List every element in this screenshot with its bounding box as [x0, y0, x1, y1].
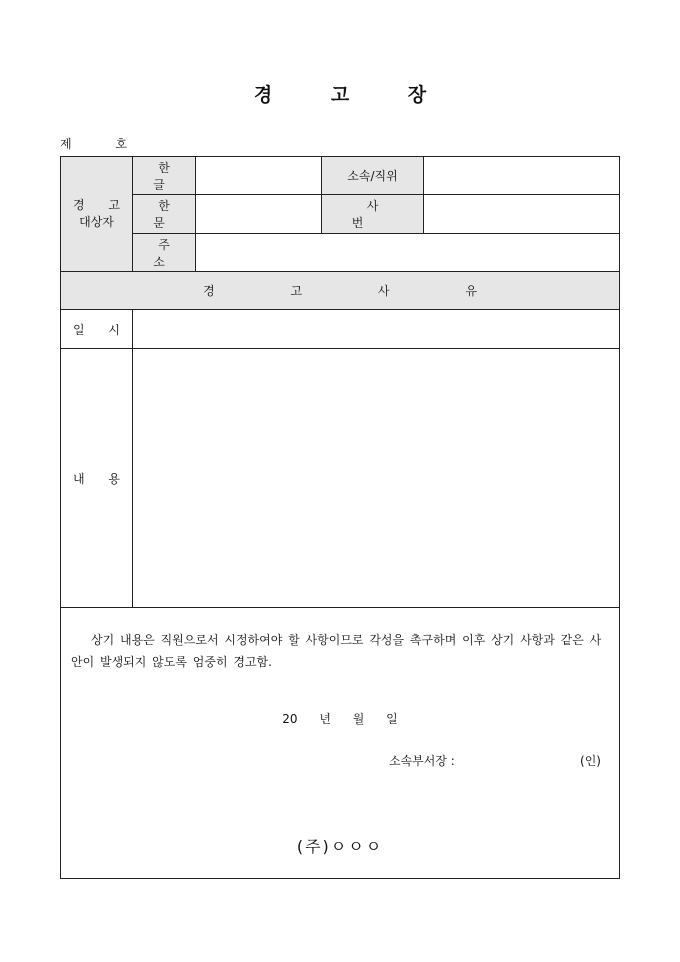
target-group-label [61, 157, 133, 272]
target-group-label-line2: 대상자 [79, 215, 114, 229]
document-title: 경 고 장 [253, 84, 453, 106]
document-number-label: 제 호 [60, 137, 147, 151]
employee-number-field[interactable] [424, 195, 619, 234]
hangul-name-field[interactable] [196, 157, 322, 195]
hanmun-name-field[interactable] [196, 195, 322, 234]
datetime-label: 일 시 [61, 310, 133, 349]
warning-statement: 상기 내용은 직원으로서 시정하여야 할 사항이므로 각성을 촉구하며 이후 상기 사항과 같은 사안이 발생되지 않도록 엄중히 경고함. [71, 633, 602, 669]
reason-header: 경 고 사 유 [61, 272, 619, 310]
content-label: 내 용 [61, 349, 133, 608]
seal-mark: (인) [580, 754, 601, 768]
address-label: 주 소 [133, 234, 196, 272]
hangul-name-label: 한 글 [133, 157, 196, 195]
content-field[interactable] [133, 349, 619, 608]
company-name: (주)ㅇㅇㅇ [296, 837, 384, 856]
hanmun-name-label: 한 문 [133, 195, 196, 234]
issue-date-line: 20 년 월 일 [282, 712, 398, 726]
warning-form [60, 156, 620, 879]
address-field[interactable] [196, 234, 619, 272]
datetime-field[interactable] [133, 310, 619, 349]
dept-position-field[interactable] [424, 157, 619, 195]
employee-number-label: 사 번 [322, 195, 424, 234]
department-head-label: 소속부서장 : [389, 754, 455, 768]
dept-position-label: 소속/직위 [322, 157, 424, 195]
target-group-label-line1: 경 고 [73, 198, 130, 212]
